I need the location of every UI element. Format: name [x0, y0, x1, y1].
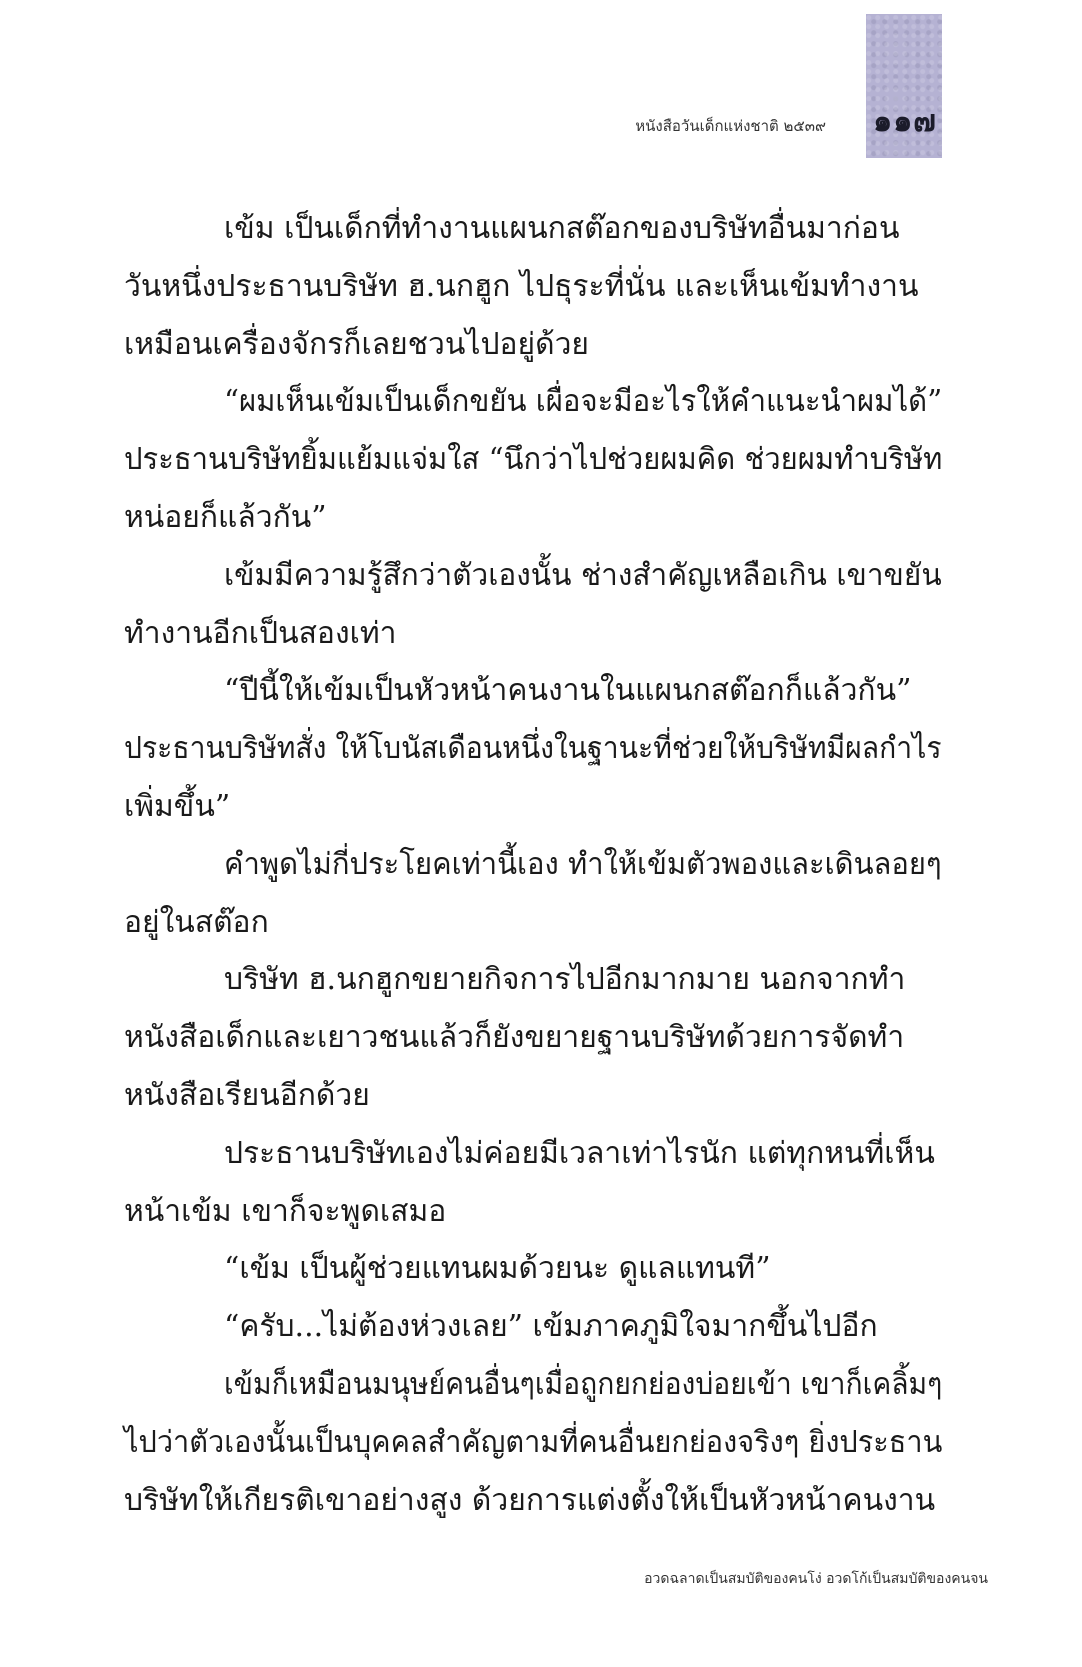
- text-line: คำพูดไม่กี่ประโยคเท่านี้เอง ทำให้เข้มตัวพองและเดินลอยๆ: [224, 846, 942, 882]
- text-line: วันหนึ่งประธานบริษัท ฮ.นกฮูก ไปธุระที่นั่น และเห็นเข้มทำงาน: [124, 268, 919, 304]
- text-line: “ครับ...ไม่ต้องห่วงเลย” เข้มภาคภูมิใจมากขึ้นไปอีก: [224, 1309, 878, 1345]
- text-line: เข้มก็เหมือนมนุษย์คนอื่นๆเมื่อถูกยกย่องบ่อยเข้า เขาก็เคลิ้มๆ: [224, 1366, 943, 1402]
- text-line: “เข้ม เป็นผู้ช่วยแทนผมด้วยนะ ดูแลแทนที”: [224, 1251, 771, 1287]
- text-line: “ผมเห็นเข้มเป็นเด็กขยัน เผื่อจะมีอะไรให้คำแนะนำผมได้”: [224, 384, 943, 420]
- text-line: ทำงานอีกเป็นสองเท่า: [124, 615, 397, 651]
- footer-proverb: อวดฉลาดเป็นสมบัติของคนโง่ อวดโก้เป็นสมบัติของคนจน: [644, 1571, 988, 1587]
- text-line: เพิ่มขึ้น”: [124, 788, 231, 824]
- page-number: ๑๑๗: [873, 104, 937, 139]
- text-line: ประธานบริษัทสั่ง ให้โบนัสเดือนหนึ่งในฐานะที่ช่วยให้บริษัทมีผลกำไร: [124, 731, 942, 767]
- text-line: ไปว่าตัวเองนั้นเป็นบุคคลสำคัญตามที่คนอื่นยกย่องจริงๆ ยิ่งประธาน: [124, 1424, 943, 1460]
- text-line: หนังสือเด็กและเยาวชนแล้วก็ยังขยายฐานบริษัทด้วยการจัดทำ: [124, 1020, 905, 1056]
- text-line: บริษัทให้เกียรติเขาอย่างสูง ด้วยการแต่งตั้งให้เป็นหัวหน้าคนงาน: [124, 1482, 936, 1518]
- text-line: เข้ม เป็นเด็กที่ทำงานแผนกสต๊อกของบริษัทอื่นมาก่อน: [224, 211, 900, 246]
- text-line: หน้าเข้ม เขาก็จะพูดเสมอ: [124, 1193, 447, 1229]
- running-head: หนังสือวันเด็กแห่งชาติ ๒๕๓๙: [635, 117, 826, 135]
- text-line: ประธานบริษัทเองไม่ค่อยมีเวลาเท่าไรนัก แต่ทุกหนที่เห็น: [224, 1135, 935, 1171]
- text-line: อยู่ในสต๊อก: [124, 904, 269, 940]
- text-line: บริษัท ฮ.นกฮูกขยายกิจการไปอีกมากมาย นอกจากทำ: [224, 962, 906, 998]
- text-line: หนังสือเรียนอีกด้วย: [124, 1077, 370, 1113]
- text-line: หน่อยก็แล้วกัน”: [124, 499, 327, 535]
- body-text: [124, 200, 942, 1529]
- text-line: เหมือนเครื่องจักรก็เลยชวนไปอยู่ด้วย: [124, 326, 590, 362]
- text-line: “ปีนี้ให้เข้มเป็นหัวหน้าคนงานในแผนกสต๊อกก็แล้วกัน”: [224, 673, 912, 709]
- text-line: ประธานบริษัทยิ้มแย้มแจ่มใส “นึกว่าไปช่วยผมคิด ช่วยผมทำบริษัท: [124, 442, 943, 478]
- text-line: เข้มมีความรู้สึกว่าตัวเองนั้น ช่างสำคัญเหลือเกิน เขาขยัน: [224, 557, 942, 593]
